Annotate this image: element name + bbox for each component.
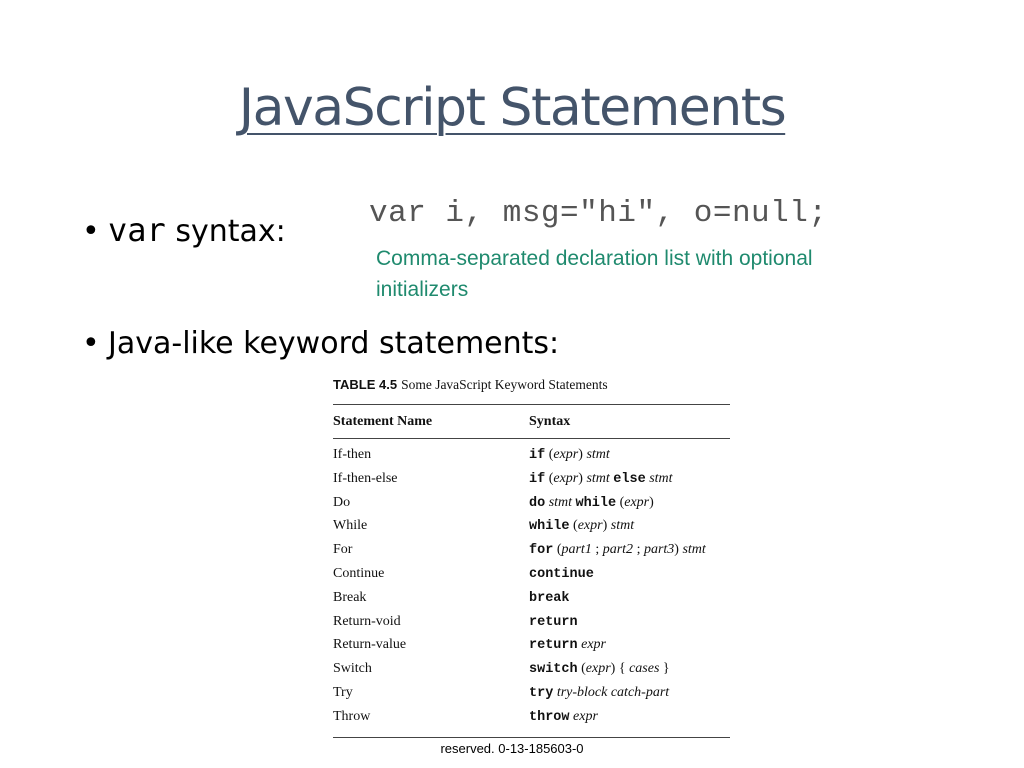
table-row (333, 491, 730, 515)
syntax-part: break (529, 590, 570, 606)
statement-syntax (529, 705, 730, 729)
statement-name: Continue (333, 565, 385, 581)
syntax-part: ) { (610, 661, 630, 677)
statement-syntax (529, 467, 730, 491)
keyword-statements-table (333, 374, 730, 738)
table-bottom-rule (333, 737, 730, 738)
statement-name: If-then-else (333, 470, 398, 486)
syntax-part: ( (616, 494, 625, 510)
table-caption (333, 374, 730, 396)
syntax-part: expr (573, 708, 598, 724)
table-row (333, 562, 730, 586)
footer-text: reserved. 0-13-185603-0 (440, 741, 584, 756)
syntax-part: ( (569, 518, 578, 534)
syntax-part: expr (581, 637, 606, 653)
table-caption-text: Some JavaScript Keyword Statements (401, 377, 608, 392)
statement-name: Do (333, 494, 351, 510)
statement-syntax (529, 586, 730, 610)
syntax-part: stmt (610, 518, 635, 534)
syntax-part: stmt (586, 470, 610, 486)
statement-name: Try (333, 684, 353, 700)
table-row (333, 586, 730, 610)
syntax-part: throw (529, 709, 570, 725)
slide-title: JavaScript Statements (238, 78, 786, 138)
syntax-part: ; (591, 542, 603, 558)
statement-name: Throw (333, 708, 371, 724)
syntax-part: while (529, 519, 570, 535)
statement-syntax (529, 681, 730, 705)
table-row (333, 467, 730, 491)
bullet-keyword-text: Java-like keyword statements: (108, 326, 560, 361)
table-body (333, 439, 730, 737)
syntax-part: expr (553, 470, 579, 486)
table-row (333, 610, 730, 634)
syntax-part: stmt (586, 447, 610, 462)
statement-name: Break (333, 589, 367, 605)
statement-syntax (529, 657, 730, 681)
bullet-var-keyword: var (108, 211, 166, 249)
table-row (333, 443, 730, 467)
syntax-part: while (575, 495, 617, 511)
syntax-part: ) (578, 470, 587, 486)
syntax-part: ) (602, 518, 611, 534)
syntax-part: part1 (561, 542, 592, 558)
table-row (333, 514, 730, 538)
syntax-part: do (529, 495, 546, 511)
syntax-part: ) (578, 447, 587, 462)
statement-name: Return-void (333, 613, 401, 629)
syntax-part: if (529, 448, 546, 463)
syntax-part: else (613, 471, 646, 487)
table-caption-label: TABLE 4.5 (333, 377, 398, 392)
statement-syntax (529, 514, 730, 538)
syntax-part: if (529, 471, 546, 487)
table-row (333, 633, 730, 657)
syntax-part: stmt (548, 494, 573, 510)
statement-name: Switch (333, 661, 372, 677)
bullet-keyword-statements (82, 326, 559, 361)
statement-name: Return-value (333, 637, 407, 653)
header-statement-name: Statement Name (333, 414, 433, 429)
bullet-dot: • (82, 326, 100, 361)
code-note: Comma-separated declaration list with optional initializers (376, 247, 813, 301)
syntax-part: ) (649, 494, 654, 510)
bullet-var-text: syntax: (165, 214, 286, 249)
statement-syntax (529, 610, 730, 634)
header-syntax: Syntax (529, 414, 571, 429)
bullet-dot: • (82, 214, 100, 249)
table-row (333, 681, 730, 705)
syntax-part: try (529, 685, 554, 701)
table-row (333, 705, 730, 729)
syntax-part: expr (624, 494, 650, 510)
syntax-part: expr (585, 661, 611, 677)
syntax-part: ) (674, 542, 683, 558)
code-example: var i, msg="hi", o=null; (369, 196, 828, 231)
syntax-part: for (529, 543, 554, 559)
statement-name: If-then (333, 447, 372, 462)
syntax-part: cases (629, 661, 660, 677)
bullet-var-syntax (82, 211, 286, 249)
syntax-part: ; (633, 542, 644, 558)
syntax-part: ( (553, 542, 562, 558)
statement-syntax (529, 443, 730, 467)
syntax-part: switch (529, 662, 578, 678)
syntax-part: expr (553, 447, 579, 462)
statement-syntax (529, 562, 730, 586)
table-header (333, 405, 730, 438)
syntax-part: expr (577, 518, 603, 534)
statement-syntax (529, 538, 730, 562)
syntax-part: stmt (682, 542, 706, 558)
syntax-part: ( (545, 447, 554, 462)
table-row (333, 538, 730, 562)
syntax-part: continue (529, 566, 594, 582)
syntax-part: } (659, 661, 670, 677)
syntax-part: return (529, 614, 578, 630)
statement-name: While (333, 518, 368, 534)
syntax-part: part2 (602, 542, 634, 558)
statement-name: For (333, 542, 353, 558)
syntax-part: return (529, 638, 578, 654)
syntax-part: ( (577, 661, 586, 677)
table-row (333, 657, 730, 681)
syntax-part: try-block catch-part (556, 684, 670, 700)
syntax-part: part3 (643, 542, 675, 558)
statement-syntax (529, 633, 730, 657)
syntax-part: ( (545, 470, 554, 486)
syntax-part: stmt (649, 470, 673, 486)
statement-syntax (529, 491, 730, 515)
